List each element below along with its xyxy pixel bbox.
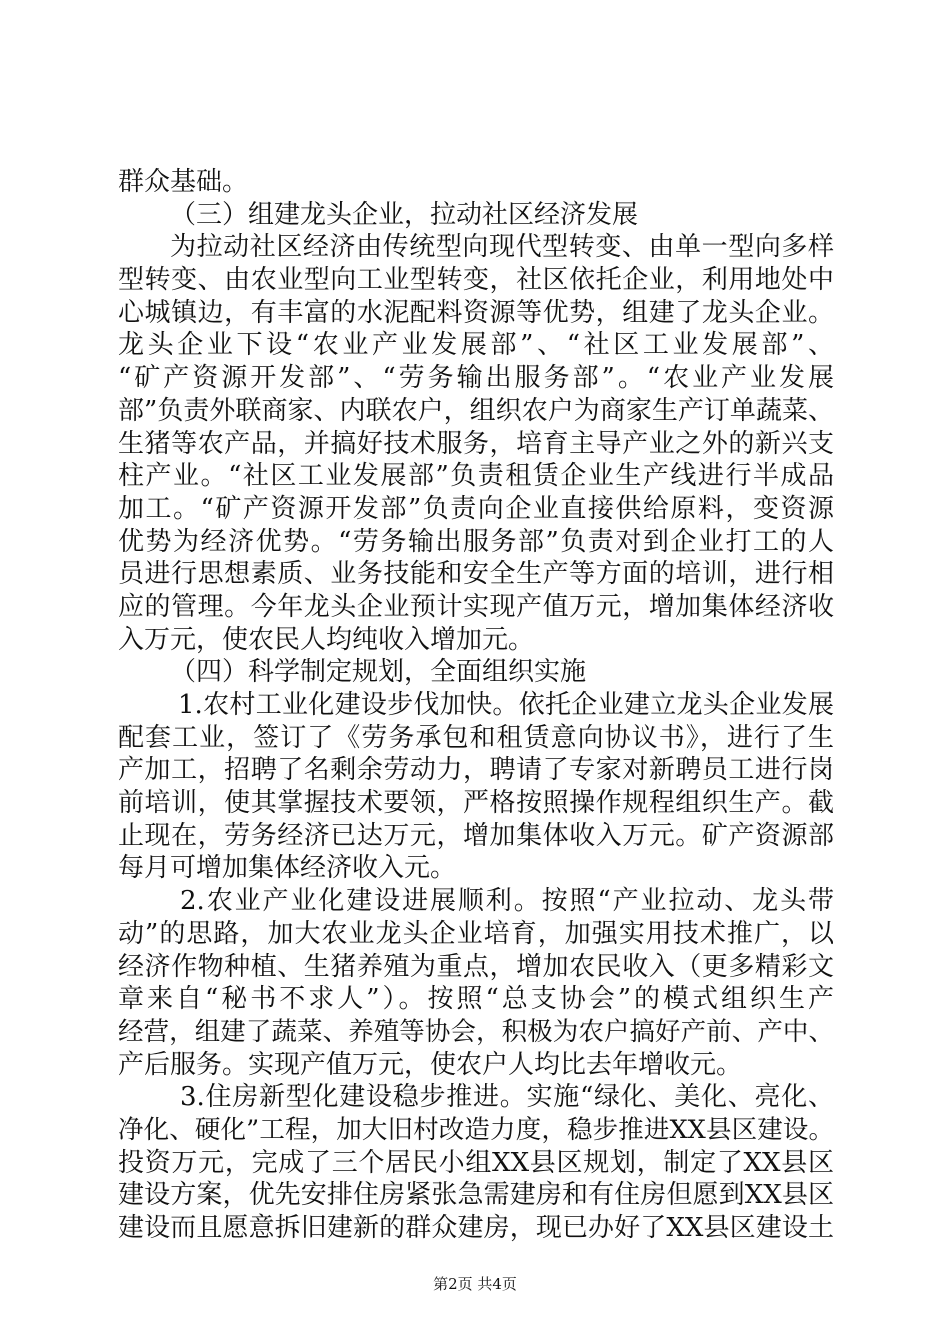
page-footer	[0, 1274, 950, 1294]
text-line: 产后服务。实现产值万元，使农户人均比去年增收元。	[118, 1049, 743, 1080]
text-line: 配套工业，签订了《劳务承包和租赁意向协议书》，进行了生	[118, 722, 834, 753]
text-line: 动”的思路，加大农业龙头企业培育，加强实用技术推广，以	[118, 918, 834, 949]
text-line: 3.住房新型化建设稳步推进。实施“绿化、美化、亮化、	[180, 1082, 834, 1113]
text-line: 章来自“秘书不求人”）。按照“总支协会”的模式组织生产	[118, 984, 834, 1015]
text-line: 部”负责外联商家、内联农户，组织农户为商家生产订单蔬菜、	[118, 395, 834, 426]
text-line: 加工。“矿产资源开发部”负责向企业直接供给原料，变资源	[118, 493, 834, 524]
text-line: 建设方案，优先安排住房紧张急需建房和有住房但愿到XX县区	[118, 1180, 834, 1211]
text-line: 1.农村工业化建设步伐加快。依托企业建立龙头企业发展	[178, 690, 834, 720]
text-line: “矿产资源开发部”、“劳务输出服务部”。“农业产业发展	[118, 363, 834, 394]
text-line: 心城镇边，有丰富的水泥配料资源等优势，组建了龙头企业。	[118, 297, 834, 328]
text-line: 柱产业。“社区工业发展部”负责租赁企业生产线进行半成品	[118, 461, 834, 492]
page-number-label: 第2页 共4页	[433, 1275, 517, 1293]
text-line: 龙头企业下设“农业产业发展部”、“社区工业发展部”、	[118, 330, 834, 361]
text-line: 优势为经济优势。“劳务输出服务部”负责对到企业打工的人	[118, 526, 834, 557]
text-line: 投资万元，完成了三个居民小组XX县区规划，制定了XX县区	[118, 1147, 834, 1178]
text-line: 型转变、由农业型向工业型转变，社区依托企业，利用地处中	[118, 265, 834, 296]
text-line: 每月可增加集体经济收入元。	[118, 853, 457, 884]
document-body	[118, 166, 834, 1245]
text-line: （四）科学制定规划，全面组织实施	[170, 657, 587, 688]
text-line: 为拉动社区经济由传统型向现代型转变、由单一型向多样	[170, 232, 834, 263]
text-line: 入万元，使农民人均纯收入增加元。	[118, 624, 535, 655]
text-line: （三）组建龙头企业，拉动社区经济发展	[170, 199, 639, 230]
text-line: 生猪等农产品，并搞好技术服务，培育主导产业之外的新兴支	[118, 428, 834, 459]
text-line: 员进行思想素质、业务技能和安全生产等方面的培训，进行相	[118, 559, 834, 590]
text-line: 止现在，劳务经济已达万元，增加集体收入万元。矿产资源部	[118, 820, 834, 851]
text-line: 建设而且愿意拆旧建新的群众建房，现已办好了XX县区建设土	[118, 1213, 834, 1243]
text-line: 经济作物种植、生猪养殖为重点，增加农民收入（更多精彩文	[118, 951, 834, 982]
text-line: 群众基础。	[118, 167, 249, 197]
text-line: 净化、硬化”工程，加大旧村改造力度，稳步推进XX县区建设。	[118, 1114, 834, 1145]
text-line: 经营，组建了蔬菜、养殖等协会，积极为农户搞好产前、产中、	[118, 1016, 834, 1047]
text-line: 前培训，使其掌握技术要领，严格按照操作规程组织生产。截	[118, 788, 834, 819]
text-line: 应的管理。今年龙头企业预计实现产值万元，增加集体经济收	[118, 591, 834, 622]
text-line: 产加工，招聘了名剩余劳动力，聘请了专家对新聘员工进行岗	[118, 755, 834, 786]
text-line: 2.农业产业化建设进展顺利。按照“产业拉动、龙头带	[180, 886, 834, 917]
